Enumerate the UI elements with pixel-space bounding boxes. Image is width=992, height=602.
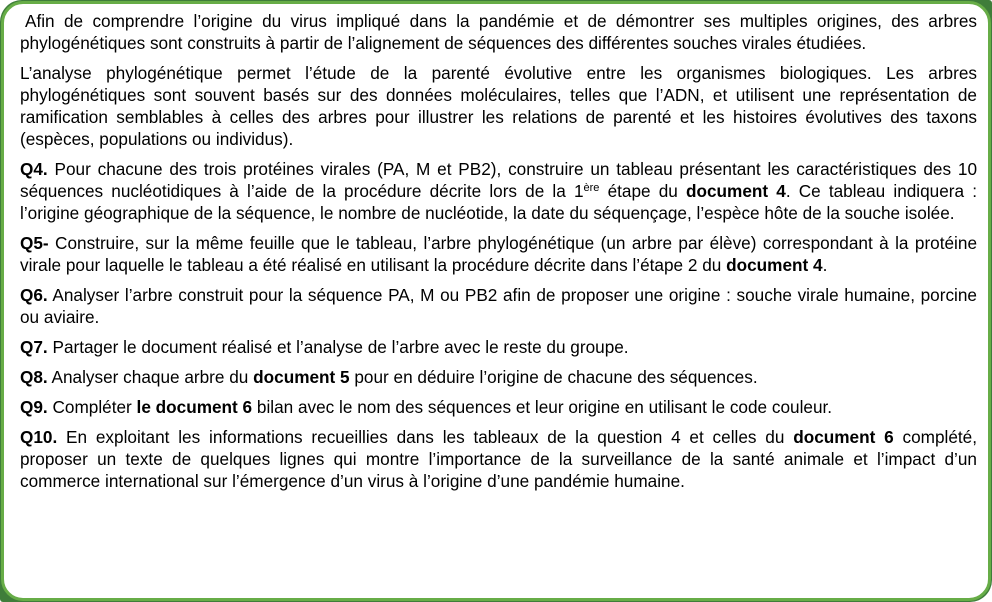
question-q9	[20, 396, 977, 418]
question-label: Q9.	[20, 397, 48, 417]
document-content	[20, 10, 977, 500]
question-text: Partager le document réalisé et l’analyse de l’arbre avec le reste du groupe.	[47, 337, 629, 357]
question-q5	[20, 232, 977, 276]
document-reference: document 4	[726, 255, 823, 275]
document-reference: le document 6	[136, 397, 253, 417]
question-text: Compléter	[47, 397, 137, 417]
question-text: En exploitant les informations recueillies dans les tableaux de la question 4 et celles du	[57, 427, 794, 447]
question-text: étape du	[599, 181, 686, 201]
question-text: pour en déduire l’origine de chacune des séquences.	[349, 367, 758, 387]
question-label: Q6.	[20, 285, 48, 305]
question-q6	[20, 284, 977, 328]
question-q8	[20, 366, 977, 388]
question-label: Q10.	[20, 427, 58, 447]
intro-paragraph-2: L’analyse phylogénétique permet l’étude de la parenté évolutive entre les organismes biologiques. Les arbres phylogénétiques sont souvent basés sur des données moléculaires, telles que l’ADN, et utilisent une représentation de ramification semblables à celles des arbres pour illustrer les relations de parenté et les histoires évolutives des taxons (espèces, populations ou individus).	[20, 63, 977, 149]
document-reference: document 4	[685, 181, 786, 201]
question-text: . Ce tableau indiquera : l’origine géographique de la séquence, le nombre de nucléotide, la date du séquençage, l’espèce hôte de la souche isolée.	[20, 181, 978, 223]
question-q7	[20, 336, 977, 358]
intro-paragraph-1: Afin de comprendre l’origine du virus impliqué dans la pandémie et de démontrer ses multiples origines, des arbres phylogénétiques sont construits à partir de l’alignement de séquences des différentes souches virales étudiées.	[20, 11, 977, 53]
question-q10	[20, 426, 977, 492]
question-label: Q4.	[20, 159, 48, 179]
question-text: complété, proposer un texte de quelques lignes qui montre l’importance de la surveillance de la santé animale et l’impact d’un commerce international sur l’émergence d’un virus à l’origine d’une pandémie humaine.	[20, 427, 978, 491]
question-text: .	[822, 255, 828, 275]
question-text: Pour chacune des trois protéines virales (PA, M et PB2), construire un tableau présentant les caractéristiques des 10 séquences nucléotidiques à l’aide de la procédure décrite lors de la 1	[20, 159, 977, 201]
question-label: Q5-	[20, 233, 49, 253]
question-text: Construire, sur la même feuille que le tableau, l’arbre phylogénétique (un arbre par élève) correspondant à la protéine virale pour laquelle le tableau a été réalisé en utilisant la procédure décrite dans l’étape 2 du	[20, 233, 977, 275]
document-reference: document 5	[253, 367, 350, 387]
question-text: Analyser chaque arbre du	[47, 367, 254, 387]
question-label: Q8.	[20, 367, 48, 387]
question-q4	[20, 158, 977, 224]
superscript: ère	[583, 182, 600, 194]
question-text: Analyser l’arbre construit pour la séquence PA, M ou PB2 afin de proposer une origine : souche virale humaine, porcine ou aviaire.	[20, 285, 977, 327]
question-text: bilan avec le nom des séquences et leur origine en utilisant le code couleur.	[252, 397, 833, 417]
document-reference: document 6	[793, 427, 894, 447]
question-label: Q7.	[20, 337, 48, 357]
